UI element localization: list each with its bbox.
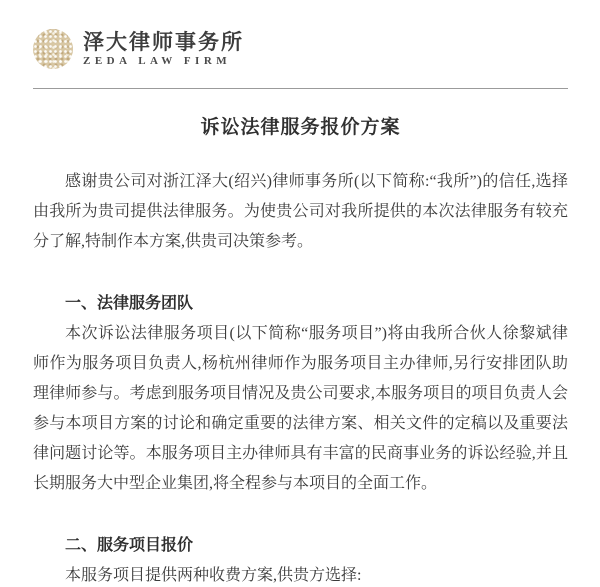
- section-service-pricing: [33, 531, 568, 587]
- section-heading-service-pricing: 二、服务项目报价: [65, 537, 194, 554]
- section-legal-service-team: [33, 289, 568, 499]
- firm-name-block: [83, 29, 244, 67]
- zeda-law-firm-logo-icon: [33, 29, 73, 69]
- firm-name-english: ZEDA LAW FIRM: [83, 54, 232, 67]
- section-body-legal-service-team: 本次诉讼法律服务项目(以下简称“服务项目”)将由我所合伙人徐黎斌律师作为服务项目负责人,杨杭州律师作为服务项目主办律师,另行安排团队助理律师参与。考虑到服务项目情况及贵公司要求,本服务项目的项目负责人会参与本项目方案的讨论和确定重要的法律方案、相关文件的定稿以及重要法律问题讨论等。本服务项目主办律师具有丰富的民商事业务的诉讼经验,并且长期服务大中型企业集团,将全程参与本项目的全面工作。: [33, 325, 568, 492]
- document-title: 诉讼法律服务报价方案: [200, 117, 401, 138]
- firm-name-chinese: 泽大律师事务所: [83, 29, 244, 54]
- intro-paragraph: 感谢贵公司对浙江泽大(绍兴)律师事务所(以下简称:“我所”)的信任,选择由我所为贵司提供法律服务。为使贵公司对我所提供的本次法律服务有较充分了解,特制作本方案,供贵司决策参考。: [33, 173, 568, 250]
- section-heading-legal-service-team: 一、法律服务团队: [65, 295, 194, 312]
- section-body-service-pricing: 本服务项目提供两种收费方案,供贵方选择:: [65, 567, 362, 584]
- letterhead: [33, 28, 568, 70]
- header-divider: [33, 88, 568, 89]
